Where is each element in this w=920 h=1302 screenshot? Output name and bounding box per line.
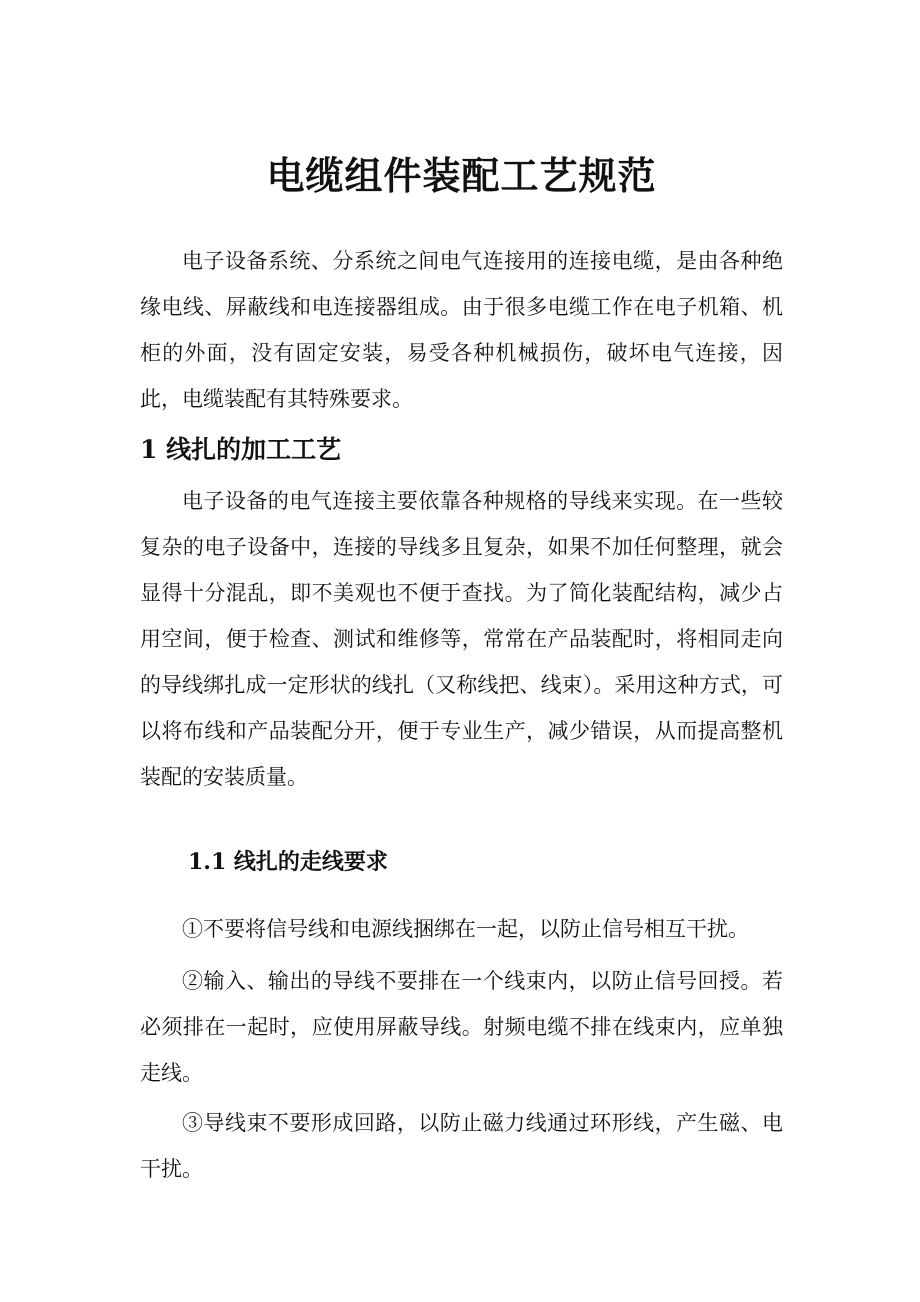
- list-item: ①不要将信号线和电源线捆绑在一起，以防止信号相互干扰。: [182, 917, 749, 941]
- intro-paragraph: 电子设备系统、分系统之间电气连接用的连接电缆，是由各种绝缘电线、屏蔽线和电连接器组成。由于很多电缆工作在电子机箱、机柜的外面，没有固定安装，易受各种机械损伤，破坏电气连接，因此，电缆装配有其特殊要求。: [140, 249, 783, 411]
- list-item: ③导线束不要形成回路，以防止磁力线通过环形线，产生磁、电干扰。: [140, 1111, 783, 1181]
- section-heading-1: 1 线扎的加工工艺: [140, 435, 342, 464]
- list-item: ②输入、输出的导线不要排在一个线束内，以防止信号回授。若必须排在一起时，应使用屏蔽导线。射频电缆不排在线束内，应单独走线。: [140, 969, 783, 1085]
- section-1-paragraph: 电子设备的电气连接主要依靠各种规格的导线来实现。在一些较复杂的电子设备中，连接的导线多且复杂，如果不加任何整理，就会显得十分混乱，即不美观也不便于查找。为了简化装配结构，减少占用空间，便于检查、测试和维修等，常常在产品装配时，将相同走向的导线绑扎成一定形状的线扎（又称线把、线束）。采用这种方式，可以将布线和产品装配分开，便于专业生产，减少错误，从而提高整机装配的安装质量。: [140, 489, 783, 789]
- section-heading-1-1: 1.1 线扎的走线要求: [188, 849, 388, 875]
- document-title: 电缆组件装配工艺规范: [266, 153, 657, 198]
